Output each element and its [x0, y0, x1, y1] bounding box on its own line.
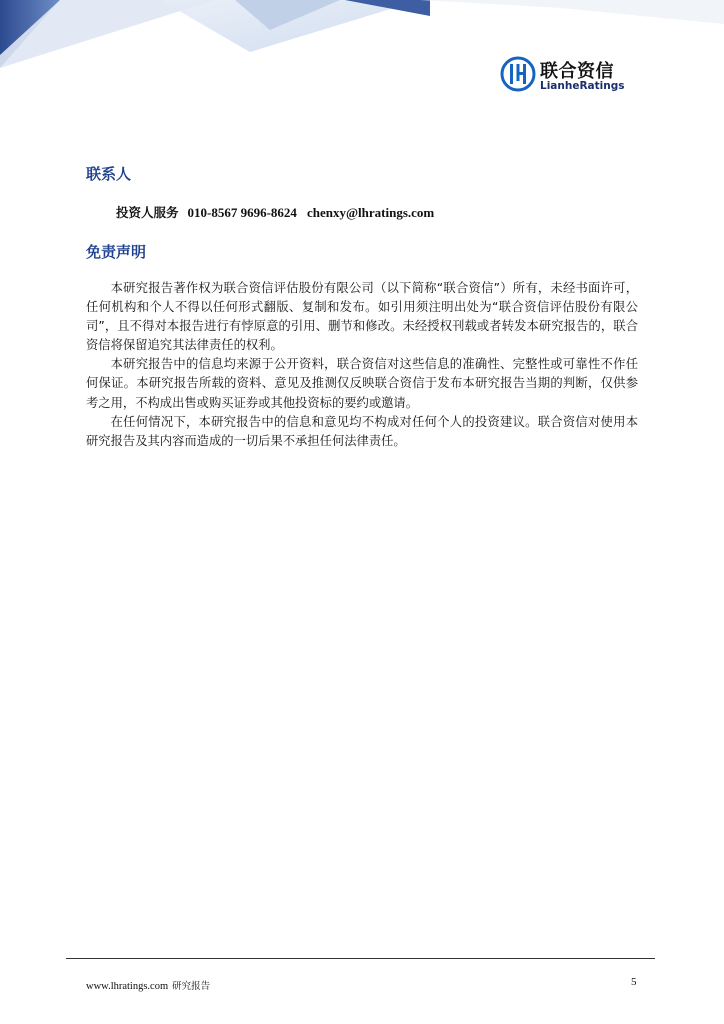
footer-url-link[interactable]: www.lhratings.com [86, 981, 169, 992]
contact-section-title: 联系人 [86, 165, 132, 183]
footer-doc-type: 研究报告 [172, 981, 211, 992]
footer-info [86, 978, 210, 992]
logo-chinese-name: 联合资信 [540, 61, 614, 82]
logo-english-name: LianheRatings [540, 80, 625, 92]
disclaimer-paragraph: 在任何情况下，本研究报告中的信息和意见均不构成对任何个人的投资建议。联合资信对使用本研究报告及其内容而造成的一切后果不承担任何法律责任。 [86, 414, 638, 448]
contact-line [116, 203, 434, 221]
lianhe-ratings-logo [500, 56, 630, 96]
contact-label: 投资人服务 [116, 205, 179, 220]
disclaimer-section-title: 免责声明 [86, 243, 147, 261]
lh-logo-icon [500, 56, 536, 92]
disclaimer-body [86, 279, 638, 451]
disclaimer-paragraph: 本研究报告中的信息均来源于公开资料，联合资信对这些信息的准确性、完整性或可靠性不作任何保证。本研究报告所载的资料、意见及推测仅反映联合资信于发布本研究报告当期的判断，仅供参考之用，不构成出售或购买证券或其他投资标的要约或邀请。 [86, 357, 638, 410]
disclaimer-paragraph: 本研究报告著作权为联合资信评估股份有限公司（以下简称“联合资信”）所有，未经书面许可，任何机构和个人不得以任何形式翻版、复制和发布。如引用须注明出处为“联合资信评估股份有限公司”，且不得对本报告进行有悖原意的引用、删节和修改。未经授权刊载或者转发本研究报告的，联合资信将保留追究其法律责任的权利。 [86, 281, 638, 353]
contact-email[interactable]: chenxy@lhratings.com [306, 205, 435, 220]
page-number: 5 [631, 976, 637, 988]
footer-divider [66, 958, 655, 959]
contact-phone: 010-8567 9696-8624 [187, 205, 297, 220]
